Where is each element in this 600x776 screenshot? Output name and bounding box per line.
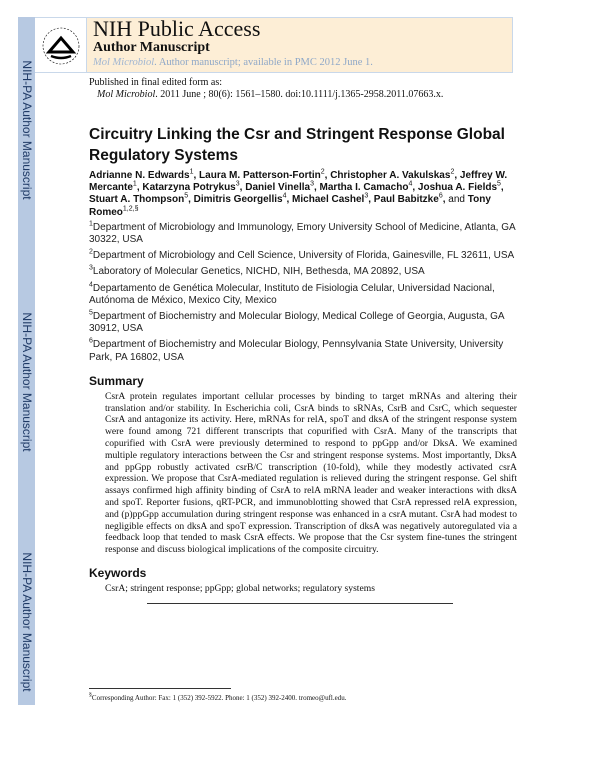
nih-public-access-title: NIH Public Access xyxy=(93,16,261,41)
affiliation-text: Departamento de Genética Molecular, Instituto de Fisiologia Celular, Universidad Nacional, Autónoma de México, Mexico City, Mexico xyxy=(89,282,495,306)
author-affiliation-mark: 4 xyxy=(282,193,287,201)
divider xyxy=(147,603,453,604)
summary-heading: Summary xyxy=(89,373,144,388)
availability-note xyxy=(93,56,511,69)
author-affiliation-mark: 1 xyxy=(189,168,194,176)
author-manuscript-label: Author Manuscript xyxy=(93,40,210,55)
affiliation-number: 4 xyxy=(89,281,93,289)
author-affiliation-mark: 2 xyxy=(450,168,455,176)
author-name: Jeffrey W. Mercante xyxy=(89,170,508,194)
footnote-text: Corresponding Author: Fax: 1 (352) 392-5922. Phone: 1 (352) 392-2400. tromeo@ufl.edu. xyxy=(91,694,347,702)
affiliation xyxy=(89,266,517,278)
author-list: Adrianne N. Edwards$^1$, Laura M. Patterson-Fortin$^2$, Christopher A. Vakulskas$^2$, Jeffrey W. Mercante$^1$, Katarzyna Potrykus$^3$, Daniel Vinella$^3$, Martha I. Camacho$^4$, Joshua A. Fields$^5$, Stuart A. Thompson$^5$, Dimitris Georgellis$^4$, Michael Cashel$^3$, Paul Babitzke$^6$, and Tony Romeo$^{1,2,\S}$ xyxy=(89,168,508,218)
author-affiliation-mark: 3 xyxy=(235,180,240,188)
affiliation xyxy=(89,250,517,262)
author-affiliation-mark: 2 xyxy=(320,168,325,176)
footnote-mark: § xyxy=(89,692,92,699)
affiliation-number: 2 xyxy=(89,248,93,256)
availability-text: . Author manuscript; available in PMC 2012 June 1. xyxy=(154,57,373,68)
citation xyxy=(97,89,443,101)
affiliation xyxy=(89,283,517,307)
summary-text: CsrA protein regulates important cellular processes by binding to target mRNAs and altering their translation and/or stability. In Escherichia coli, CsrA binds to sRNAs, CsrB and CsrC, which sequester CsrA and antagonize its activity. Here, mRNAs for relA, spoT and dksA of the stringent response system were found among 721 different transcripts that copurified with CsrA. Many of the transcripts that copurified with CsrA were previously determined to respond to ppGpp and/or DksA. We examined multiple regulatory interactions between the Csr and stringent response systems. Most importantly, DksA and ppGpp robustly activated csrB/C transcription (10-fold), while they modestly activated csrA expression. We propose that CsrA-mediated regulation is relieved during the stringent response. Gel shift assays confirmed high affinity binding of CsrA to relA mRNA leader and weaker interactions with dksA and spoT. Reporter fusions, qRT-PCR, and immunoblotting showed that CsrA repressed relA expression, and (p)ppGpp accumulation during stringent response was enhanced in a csrA mutant. CsrA had modest to negligible effects on dksA and spoT expression. Transcription of dksA was negatively autoregulated via a feedback loop that tended to mask CsrA effects. We propose that the Csr system fine-tunes the stringent response and discuss biological implications of the composite circuitry. xyxy=(105,390,517,556)
affiliation-text: Department of Microbiology and Immunology, Emory University School of Medicine, Atlanta, GA 30322, USA xyxy=(89,221,516,246)
affiliation-number: 5 xyxy=(89,309,93,317)
affiliation-text: Department of Biochemistry and Molecular Biology, Pennsylvania State University, University Park, PA 16802, USA xyxy=(89,339,504,363)
author-name: Dimitris Georgellis xyxy=(193,194,283,206)
affiliation-text: Laboratory of Molecular Genetics, NICHD, NIH, Bethesda, MA 20892, USA xyxy=(92,266,425,278)
nih-logo xyxy=(35,17,87,73)
author-affiliation-mark: 4 xyxy=(408,180,413,188)
author-name: Stuart A. Thompson xyxy=(89,194,185,206)
affiliation-text: Department of Biochemistry and Molecular Biology, Medical College of Georgia, Augusta, GA 30912, USA xyxy=(89,311,505,335)
author-name: Christopher A. Vakulskas xyxy=(330,170,451,181)
author-affiliation-mark: 5 xyxy=(497,180,501,188)
keywords-heading: Keywords xyxy=(89,566,147,580)
author-name: Tony Romeo xyxy=(89,194,491,218)
article-title: Circuitry Linking the Csr and Stringent Response Global Regulatory Systems xyxy=(89,126,505,164)
affiliation xyxy=(89,311,517,335)
author-affiliation-mark: 6 xyxy=(438,193,443,201)
nih-seal-icon xyxy=(35,18,87,74)
author-affiliation-mark: 1,2,§ xyxy=(122,205,139,213)
author-name: Martha I. Camacho xyxy=(319,182,409,194)
author-name: Paul Babitzke xyxy=(373,194,439,206)
author-name: Adrianne N. Edwards xyxy=(89,170,190,181)
author-name: Daniel Vinella xyxy=(245,182,311,194)
header-text xyxy=(93,18,511,69)
author-affiliation-mark: 5 xyxy=(184,193,189,201)
footnote-divider xyxy=(89,688,231,689)
journal-name: Mol Microbiol xyxy=(93,57,155,68)
affiliation-number: 3 xyxy=(89,265,93,273)
published-label: Published in final edited form as: xyxy=(89,77,223,88)
author-affiliation-mark: 1 xyxy=(132,180,137,188)
citation-text: . 2011 June ; 80(6): 1561–1580. doi:10.1111/j.1365-2958.2011.07663.x. xyxy=(155,89,444,100)
citation-journal: Mol Microbiol xyxy=(97,89,156,100)
author-affiliation-mark: 3 xyxy=(364,193,369,201)
author-name: Joshua A. Fields xyxy=(417,182,498,194)
footnote xyxy=(89,694,346,703)
affiliation-text: Department of Microbiology and Cell Science, University of Florida, Gainesville, FL 32611, USA xyxy=(92,250,515,262)
keywords-text: CsrA; stringent response; ppGpp; global networks; regulatory systems xyxy=(105,583,375,594)
article-body xyxy=(89,124,517,604)
author-name: Laura M. Patterson-Fortin xyxy=(199,170,321,181)
sidebar-label-text: NIH-PA Author Manuscript xyxy=(19,60,34,200)
affiliation-list xyxy=(89,222,517,364)
affiliation-number: 6 xyxy=(89,338,93,346)
author-affiliation-mark: 3 xyxy=(310,180,314,188)
affiliation xyxy=(89,339,517,363)
affiliation xyxy=(89,222,517,246)
author-name: Michael Cashel xyxy=(292,194,365,206)
and-text: and xyxy=(448,194,465,206)
affiliation-number: 1 xyxy=(89,220,93,228)
author-name: Katarzyna Potrykus xyxy=(142,182,236,194)
sidebar-label-text: NIH-PA Author Manuscript xyxy=(19,312,34,452)
sidebar-label-text: NIH-PA Author Manuscript xyxy=(19,552,34,692)
